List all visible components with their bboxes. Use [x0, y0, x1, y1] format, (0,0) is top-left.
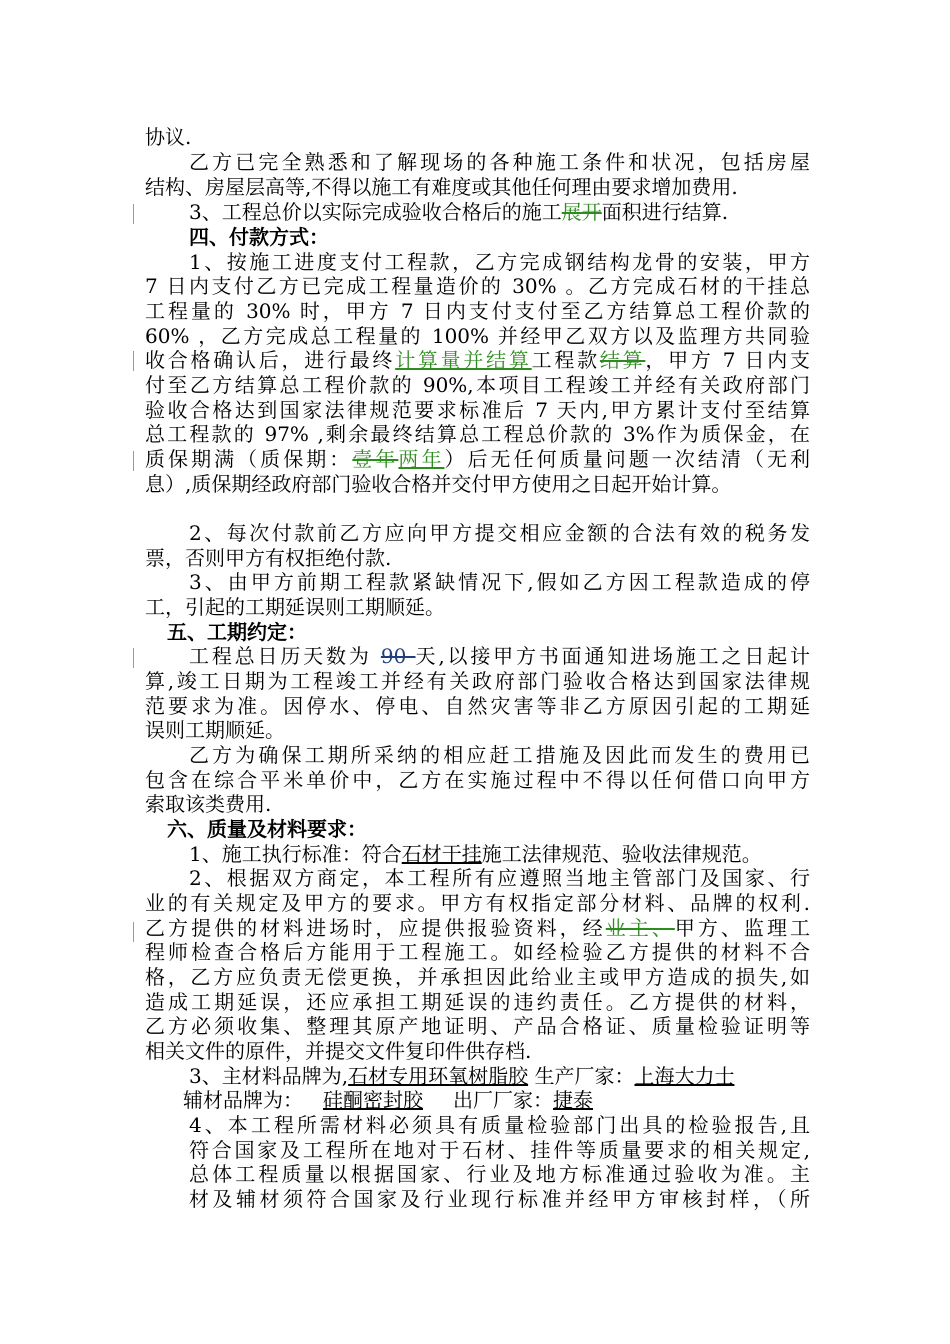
- text-line: 程师检查合格后方能用于工程施工。如经检验乙方提供的材料不合: [145, 940, 810, 964]
- text-line: 2、根据双方商定，本工程所有应遵照当地主管部门及国家、行: [189, 866, 810, 890]
- text-line: 相关文件的原件，并提交文件复印件供存档.: [145, 1039, 532, 1063]
- text-run: 天,以接甲方书面通知进场施工之日起计: [415, 644, 811, 668]
- change-bar: [133, 204, 134, 224]
- underlined-text: 石材专用环氧树脂胶: [348, 1064, 529, 1088]
- text-line: 材及辅材须符合国家及行业现行标准并经甲方审核封样，（所: [189, 1187, 810, 1211]
- text-line: 乙方已完全熟悉和了解现场的各种施工条件和状况，包括房屋: [189, 150, 810, 174]
- deleted-text: 90: [380, 644, 416, 668]
- text-line: 2、每次付款前乙方应向甲方提交相应金额的合法有效的税务发: [189, 521, 810, 545]
- text-line: 业的有关规定及甲方的要求。甲方有权指定部分材料、品牌的权利.: [145, 891, 810, 915]
- change-bar: [133, 922, 134, 942]
- text-line: 工程量的 30% 时，甲方 7 日内支付支付至乙方结算总工程价款的: [145, 299, 810, 323]
- text-line: [189, 1064, 854, 1089]
- text-line: 息）,质保期经政府部门验收合格并交付甲方使用之日起开始计算。: [145, 472, 732, 496]
- text-run: 收合格确认后，进行最终: [145, 348, 396, 372]
- text-line: 算,竣工日期为工程竣工并经有关政府部门验收合格达到国家法律规: [145, 669, 810, 693]
- text-run: 工程款: [531, 348, 600, 372]
- text-line: 总工程款的 97% ,剩余最终结算总工程总价款的 3%作为质保金，在: [145, 422, 810, 446]
- deleted-text: 业主、: [605, 916, 675, 940]
- deleted-text: 结算: [599, 348, 646, 372]
- text-line: [183, 1088, 848, 1113]
- text-line: 范要求为准。因停水、停电、自然灾害等非乙方原因引起的工期延: [145, 694, 810, 718]
- text-line: [145, 348, 810, 373]
- text-run: 3、工程总价以实际完成验收合格后的施工: [189, 200, 562, 224]
- text-line: 包含在综合平米单价中，乙方在实施过程中不得以任何借口向甲方: [145, 768, 810, 792]
- text-run: 甲方、监理工: [674, 916, 811, 940]
- text-run: ）后无任何质量问题一次结清（无利: [444, 447, 811, 471]
- text-run: 工程总日历天数为: [189, 644, 381, 668]
- text-run: 施工法律规范、验收法律规范。: [481, 842, 762, 866]
- text-run: 生产厂家：: [528, 1064, 635, 1088]
- text-line: 工，引起的工期延误则工期顺延。: [145, 595, 445, 619]
- text-line: 60% ，乙方完成总工程量的 100% 并经甲乙双方以及监理方共同验: [145, 324, 810, 348]
- underlined-text: 石材干挂: [401, 842, 482, 866]
- text-run: 面积进行结算.: [601, 200, 729, 224]
- text-run: 乙方提供的材料进场时，应提供报验资料，经: [145, 916, 606, 940]
- change-bar: [133, 351, 134, 371]
- text-line: 格，乙方应负责无偿更换，并承担因此给业主或甲方造成的损失,如: [145, 965, 810, 989]
- text-line: 总体工程质量以根据国家、行业及地方标准通过验收为准。主: [189, 1162, 810, 1186]
- text-run: 质保期满（质保期：: [145, 447, 353, 471]
- text-run: 辅材品牌为：: [183, 1088, 303, 1112]
- text-line: 3、由甲方前期工程款紧缺情况下,假如乙方因工程款造成的停: [189, 570, 810, 594]
- text-line: 票，否则甲方有权拒绝付款.: [145, 546, 392, 570]
- underlined-text: 上海大力士: [634, 1064, 735, 1088]
- change-bar: [133, 451, 134, 471]
- text-line: [189, 842, 854, 867]
- text-line: 付至乙方结算总工程价款的 90%,本项目工程竣工并经有关政府部门: [145, 373, 810, 397]
- text-line: [145, 916, 810, 941]
- text-run: ，甲方 7 日内支: [645, 348, 811, 372]
- text-line: [189, 200, 854, 225]
- text-line: 7 日内支付乙方已完成工程量造价的 30% 。乙方完成石材的干挂总: [145, 274, 810, 298]
- text-run: 3、主材料品牌为,: [189, 1064, 349, 1088]
- text-line: 4、本工程所需材料必须具有质量检验部门出具的检验报告,且: [189, 1113, 810, 1137]
- change-bar: [133, 648, 134, 668]
- text-line: 1、按施工进度支付工程款，乙方完成钢结构龙骨的安装，甲方: [189, 250, 810, 274]
- text-line: 结构、房屋层高等,不得以施工有难度或其他任何理由要求增加费用.: [145, 175, 738, 199]
- deleted-text: 壹年: [352, 447, 399, 471]
- text-line: 符合国家及工程所在地对于石材、挂件等质量要求的相关规定,: [189, 1138, 810, 1162]
- text-run: 1、施工执行标准：符合: [189, 842, 402, 866]
- section-heading: 五、工期约定：: [167, 620, 307, 644]
- text-line: 索取该类费用.: [145, 792, 272, 816]
- text-line: 造成工期延误，还应承担工期延误的违约责任。乙方提供的材料，: [145, 990, 810, 1014]
- text-line: 乙方为确保工期所采纳的相应赶工措施及因此而发生的费用已: [189, 743, 810, 767]
- text-line: 验收合格达到国家法律规范要求标准后 7 天内,甲方累计支付至结算: [145, 398, 810, 422]
- deleted-text: 展开: [561, 200, 602, 224]
- underlined-text: 捷泰: [553, 1088, 593, 1112]
- section-heading: 四、付款方式：: [189, 225, 329, 249]
- text-line: 乙方必须收集、整理其原产地证明、产品合格证、质量检验证明等: [145, 1014, 810, 1038]
- text-run: 出厂厂家：: [453, 1088, 553, 1112]
- inserted-text: 两年: [398, 447, 445, 471]
- text-line: [189, 644, 810, 669]
- text-line: 协议.: [145, 125, 192, 149]
- underlined-text: 硅酮密封胶: [323, 1088, 423, 1112]
- text-line: 误则工期顺延。: [145, 718, 285, 742]
- inserted-text: 计算量并结算: [395, 348, 532, 372]
- text-line: [145, 447, 810, 472]
- section-heading: 六、质量及材料要求：: [167, 817, 367, 841]
